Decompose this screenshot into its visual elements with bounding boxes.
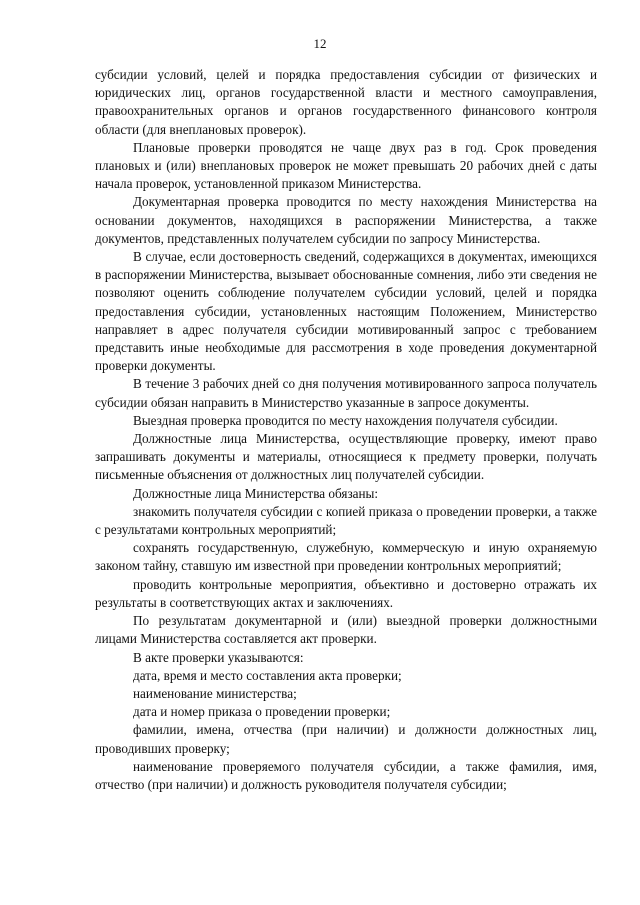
paragraph-13: В акте проверки указываются: — [133, 649, 304, 665]
paragraph-11: проводить контрольные мероприятия, объективно и достоверно отражать их результаты в соответствующих актах и заключениях. — [95, 576, 597, 610]
paragraph-15: наименование министерства; — [133, 685, 297, 701]
page-number: 12 — [313, 36, 327, 51]
paragraph-14: дата, время и место составления акта проверки; — [133, 667, 402, 683]
paragraph-4: В случае, если достоверность сведений, содержащихся в документах, имеющихся в распоряжении Министерства, вызывает обоснованные сомнения, либо эти сведения не позволяют оценить соблюдение получателем субсидии условий, целей и порядка предоставления субсидии, установленных настоящим Положением, Министерство направляет в адрес получателя субсидии мотивированный запрос с требованием представить иные необходимые для рассмотрения в ходе проведения документарной проверки документы. — [95, 249, 597, 374]
paragraph-9: знакомить получателя субсидии с копией приказа о проведении проверки, а также с результатами контрольных мероприятий; — [95, 503, 597, 538]
paragraph-10: сохранять государственную, служебную, коммерческую и иную охраняемую законом тайну, ставшую им известной при проведении контрольных мероприятий; — [95, 540, 597, 574]
paragraph-3: Документарная проверка проводится по месту нахождения Министерства на основании документов, находящихся в распоряжении Министерства, а также документов, представленных получателем субсидии по запросу Министерства. — [95, 194, 597, 246]
document-body — [95, 66, 597, 794]
paragraph-18: наименование проверяемого получателя субсидии, а также фамилия, имя, отчество (при наличии) и должность руководителя получателя субсидии; — [95, 758, 597, 792]
paragraph-12: По результатам документарной и (или) выездной проверки должностными лицами Министерства составляется акт проверки. — [95, 613, 597, 647]
paragraph-17: фамилии, имена, отчества (при наличии) и должности должностных лиц, проводивших проверку; — [95, 722, 597, 756]
paragraph-6: Выездная проверка проводится по месту нахождения получателя субсидии. — [133, 412, 558, 428]
paragraph-2: Плановые проверки проводятся не чаще двух раз в год. Срок проведения плановых и (или) внеплановых проверок не может превышать 20 рабочих дней с даты начала проверок, установленной приказом Министерства. — [95, 139, 597, 192]
paragraph-1: субсидии условий, целей и порядка предоставления субсидии от физических и юридических лиц, органов государственной власти и местного самоуправления, правоохранительных органов и органов государственного финансового контроля области (для внеплановых проверок). — [95, 67, 597, 137]
paragraph-8: Должностные лица Министерства обязаны: — [133, 485, 379, 501]
paragraph-5: В течение 3 рабочих дней со дня получения мотивированного запроса получатель субсидии обязан направить в Министерство указанные в запросе документы. — [95, 376, 597, 410]
paragraph-7: Должностные лица Министерства, осуществляющие проверку, имеют право запрашивать документы и материалы, относящиеся к предмету проверки, получать письменные объяснения от должностных лиц получателей субсидии. — [95, 431, 597, 483]
paragraph-16: дата и номер приказа о проведении проверки; — [133, 704, 391, 720]
